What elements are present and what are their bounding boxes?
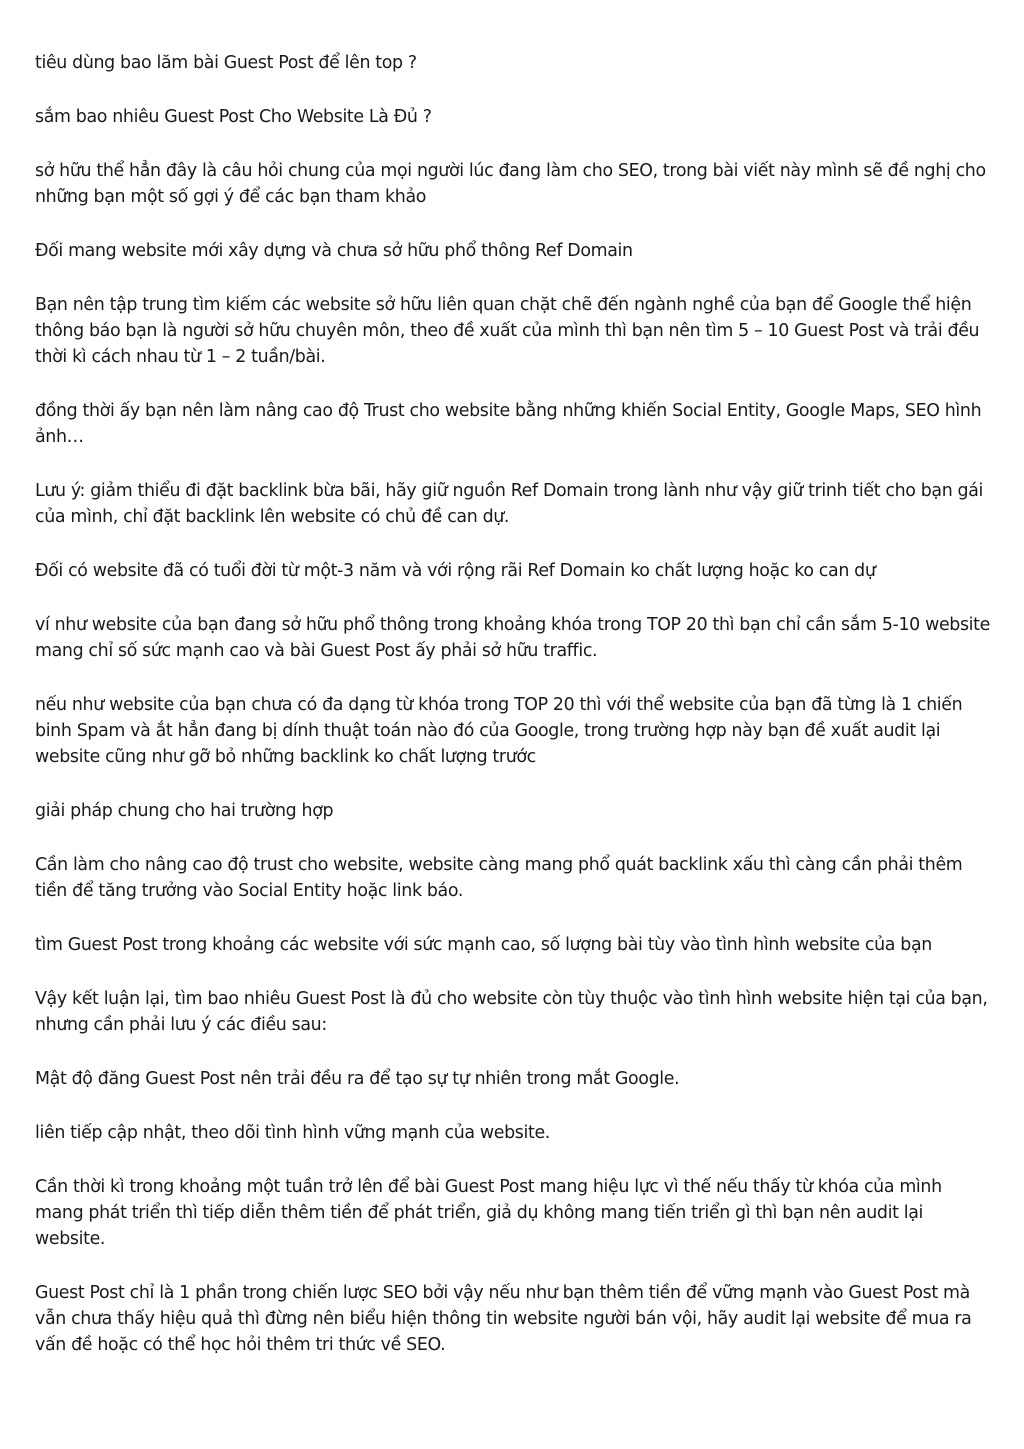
paragraph-9: ví như website của bạn đang sở hữu phổ thông trong khoảng khóa trong TOP 20 thì bạn chỉ cần sắm 5-10 website mang chỉ số sức mạnh cao và bài Guest Post ấy phải sở hữu traffic. bbox=[35, 615, 990, 661]
paragraph-7: Lưu ý: giảm thiểu đi đặt backlink bừa bãi, hãy giữ nguồn Ref Domain trong lành như vậy giữ trinh tiết cho bạn gái của mình, chỉ đặt backlink lên website có chủ đề can dự. bbox=[35, 481, 984, 527]
paragraph-13: tìm Guest Post trong khoảng các website với sức mạnh cao, số lượng bài tùy vào tình hình website của bạn bbox=[35, 935, 932, 955]
paragraph-3: sở hữu thể hẳn đây là câu hỏi chung của mọi người lúc đang làm cho SEO, trong bài viết này mình sẽ đề nghị cho những bạn một số gợi ý để các bạn tham khảo bbox=[35, 161, 986, 207]
paragraph-14: Vậy kết luận lại, tìm bao nhiêu Guest Post là đủ cho website còn tùy thuộc vào tình hình website hiện tại của bạn, nhưng cần phải lưu ý các điều sau: bbox=[35, 989, 988, 1035]
paragraph-17: Cần thời kì trong khoảng một tuần trở lên để bài Guest Post mang hiệu lực vì thế nếu thấy từ khóa của mình mang phát triển thì tiếp diễn thêm tiền để phát triển, giả dụ không mang tiến triển gì thì bạn nên audit lại website. bbox=[35, 1177, 942, 1249]
paragraph-6: đồng thời ấy bạn nên làm nâng cao độ Trust cho website bằng những khiến Social Entity, Google Maps, SEO hình ảnh… bbox=[35, 401, 982, 447]
paragraph-8: Đối có website đã có tuổi đời từ một-3 năm và với rộng rãi Ref Domain ko chất lượng hoặc ko can dự bbox=[35, 561, 876, 581]
paragraph-12: Cần làm cho nâng cao độ trust cho website, website càng mang phổ quát backlink xấu thì càng cần phải thêm tiền để tăng trưởng vào Social Entity hoặc link báo. bbox=[35, 855, 963, 901]
paragraph-15: Mật độ đăng Guest Post nên trải đều ra để tạo sự tự nhiên trong mắt Google. bbox=[35, 1069, 680, 1089]
paragraph-2: sắm bao nhiêu Guest Post Cho Website Là Đủ ? bbox=[35, 107, 432, 127]
paragraph-1: tiêu dùng bao lăm bài Guest Post để lên top ? bbox=[35, 53, 417, 73]
paragraph-11: giải pháp chung cho hai trường hợp bbox=[35, 801, 334, 821]
paragraph-10: nếu như website của bạn chưa có đa dạng từ khóa trong TOP 20 thì với thể website của bạn đã từng là 1 chiến binh Spam và ắt hẳn đang bị dính thuật toán nào đó của Google, trong trường hợp này bạn đề xuất audit lại website cũng như gỡ bỏ những backlink ko chất lượng trước bbox=[35, 695, 963, 767]
paragraph-4: Đối mang website mới xây dựng và chưa sở hữu phổ thông Ref Domain bbox=[35, 241, 633, 261]
paragraph-16: liên tiếp cập nhật, theo dõi tình hình vững mạnh của website. bbox=[35, 1123, 550, 1143]
paragraph-5: Bạn nên tập trung tìm kiếm các website sở hữu liên quan chặt chẽ đến ngành nghề của bạn để Google thể hiện thông báo bạn là người sở hữu chuyên môn, theo đề xuất của mình thì bạn nên tìm 5 – 10 Guest Post và trải đều thời kì cách nhau từ 1 – 2 tuần/bài. bbox=[35, 295, 980, 367]
paragraph-18: Guest Post chỉ là 1 phần trong chiến lược SEO bởi vậy nếu như bạn thêm tiền để vững mạnh vào Guest Post mà vẫn chưa thấy hiệu quả thì đừng nên biểu hiện thông tin website người bán vội, hãy audit lại website để mua ra vấn đề hoặc có thể học hỏi thêm tri thức về SEO. bbox=[35, 1283, 972, 1355]
document-page bbox=[35, 50, 995, 1386]
